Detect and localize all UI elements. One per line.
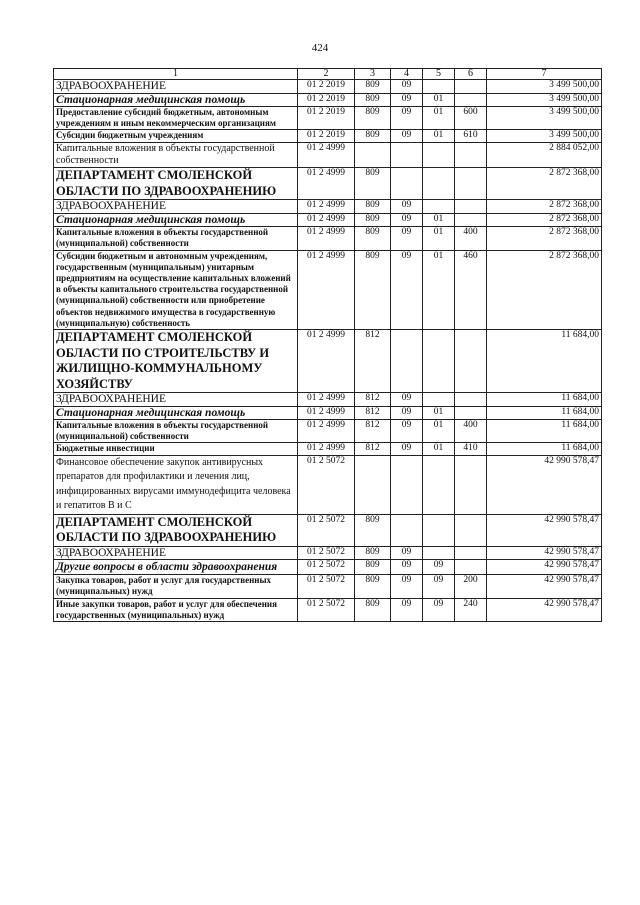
section-code-cell [391, 168, 423, 200]
table-row [54, 250, 602, 329]
ministry-code-cell: 809 [355, 107, 391, 130]
item-name-cell: Стационарная медицинская помощь [54, 406, 298, 420]
section-code-cell: 09 [391, 560, 423, 575]
table-row [54, 130, 602, 142]
table-row [54, 598, 602, 621]
expense-type-code-cell [455, 168, 487, 200]
section-code-cell: 09 [391, 80, 423, 94]
section-code-cell [391, 142, 423, 168]
item-name-cell: Финансовое обеспечение закупок антивирусных препаратов для профилактики и лечения лиц, инфицированных вирусами иммунодефицита человека и гепатитов В и С [54, 455, 298, 514]
subsection-code-cell: 01 [423, 406, 455, 420]
section-code-cell: 09 [391, 107, 423, 130]
target-article-code-cell: 01 2 4999 [298, 443, 355, 455]
header-cell-1: 1 [54, 69, 298, 80]
item-name-cell: Стационарная медицинская помощь [54, 93, 298, 107]
section-code-cell [391, 330, 423, 393]
section-code-cell: 09 [391, 227, 423, 250]
ministry-code-cell: 812 [355, 406, 391, 420]
subsection-code-cell: 09 [423, 560, 455, 575]
table-row [54, 330, 602, 393]
amount-cell: 2 884 052,00 [487, 142, 602, 168]
item-name-cell: Стационарная медицинская помощь [54, 213, 298, 227]
ministry-code-cell: 809 [355, 575, 391, 598]
ministry-code-cell: 809 [355, 130, 391, 142]
ministry-code-cell: 809 [355, 514, 391, 546]
expense-type-code-cell: 400 [455, 420, 487, 443]
item-name-cell: Закупка товаров, работ и услуг для государственных (муниципальных) нужд [54, 575, 298, 598]
item-name-cell: Субсидии бюджетным и автономным учреждениям, государственным (муниципальным) унитарным предприятиям на осуществление капитальных вложений в объекты капитального строительства государственной (муниципальной) собственности или приобретение объектов недвижимого имущества в государственную (муниципальную) собственность [54, 250, 298, 329]
expense-type-code-cell [455, 330, 487, 393]
table-row [54, 142, 602, 168]
amount-cell: 2 872 368,00 [487, 213, 602, 227]
ministry-code-cell: 809 [355, 80, 391, 94]
item-name-cell: ЗДРАВООХРАНЕНИЕ [54, 546, 298, 560]
expense-type-code-cell [455, 393, 487, 407]
header-cell-7: 7 [487, 69, 602, 80]
header-cell-2: 2 [298, 69, 355, 80]
section-code-cell: 09 [391, 393, 423, 407]
ministry-code-cell: 809 [355, 213, 391, 227]
target-article-code-cell: 01 2 2019 [298, 107, 355, 130]
section-code-cell [391, 455, 423, 514]
item-name-cell: ДЕПАРТАМЕНТ СМОЛЕНСКОЙ ОБЛАСТИ ПО СТРОИТЕЛЬСТВУ И ЖИЛИЩНО-КОММУНАЛЬНОМУ ХОЗЯЙСТВУ [54, 330, 298, 393]
ministry-code-cell: 809 [355, 250, 391, 329]
table-row [54, 514, 602, 546]
table-row [54, 560, 602, 575]
amount-cell: 11 684,00 [487, 330, 602, 393]
subsection-code-cell [423, 80, 455, 94]
table-row [54, 455, 602, 514]
ministry-code-cell [355, 142, 391, 168]
expense-type-code-cell [455, 142, 487, 168]
ministry-code-cell: 809 [355, 598, 391, 621]
amount-cell: 42 990 578,47 [487, 546, 602, 560]
section-code-cell: 09 [391, 420, 423, 443]
table-row [54, 575, 602, 598]
expense-type-code-cell [455, 80, 487, 94]
amount-cell: 3 499 500,00 [487, 130, 602, 142]
target-article-code-cell: 01 2 4999 [298, 250, 355, 329]
item-name-cell: ЗДРАВООХРАНЕНИЕ [54, 393, 298, 407]
ministry-code-cell: 812 [355, 443, 391, 455]
subsection-code-cell: 01 [423, 227, 455, 250]
expense-type-code-cell: 600 [455, 107, 487, 130]
item-name-cell: ЗДРАВООХРАНЕНИЕ [54, 200, 298, 214]
target-article-code-cell: 01 2 5072 [298, 575, 355, 598]
target-article-code-cell: 01 2 2019 [298, 80, 355, 94]
section-code-cell: 09 [391, 575, 423, 598]
expense-type-code-cell [455, 560, 487, 575]
expense-type-code-cell: 610 [455, 130, 487, 142]
expense-type-code-cell [455, 93, 487, 107]
table-row [54, 200, 602, 214]
subsection-code-cell: 01 [423, 130, 455, 142]
subsection-code-cell: 01 [423, 250, 455, 329]
expense-type-code-cell [455, 406, 487, 420]
amount-cell: 42 990 578,47 [487, 598, 602, 621]
expense-type-code-cell [455, 213, 487, 227]
amount-cell: 42 990 578,47 [487, 560, 602, 575]
header-cell-5: 5 [423, 69, 455, 80]
table-row [54, 107, 602, 130]
expense-type-code-cell [455, 546, 487, 560]
subsection-code-cell [423, 142, 455, 168]
subsection-code-cell [423, 546, 455, 560]
item-name-cell: Субсидии бюджетным учреждениям [54, 130, 298, 142]
target-article-code-cell: 01 2 4999 [298, 420, 355, 443]
table-row [54, 227, 602, 250]
subsection-code-cell [423, 168, 455, 200]
subsection-code-cell [423, 514, 455, 546]
target-article-code-cell: 01 2 4999 [298, 227, 355, 250]
amount-cell: 2 872 368,00 [487, 250, 602, 329]
ministry-code-cell: 809 [355, 560, 391, 575]
item-name-cell: Другие вопросы в области здравоохранения [54, 560, 298, 575]
subsection-code-cell: 01 [423, 213, 455, 227]
target-article-code-cell: 01 2 2019 [298, 93, 355, 107]
table-row [54, 93, 602, 107]
subsection-code-cell: 09 [423, 598, 455, 621]
target-article-code-cell: 01 2 2019 [298, 130, 355, 142]
subsection-code-cell: 09 [423, 575, 455, 598]
ministry-code-cell: 809 [355, 546, 391, 560]
expense-type-code-cell: 410 [455, 443, 487, 455]
expense-type-code-cell: 400 [455, 227, 487, 250]
target-article-code-cell: 01 2 5072 [298, 598, 355, 621]
table-row [54, 80, 602, 94]
target-article-code-cell: 01 2 4999 [298, 142, 355, 168]
amount-cell: 2 872 368,00 [487, 200, 602, 214]
target-article-code-cell: 01 2 5072 [298, 455, 355, 514]
header-cell-4: 4 [391, 69, 423, 80]
header-cell-3: 3 [355, 69, 391, 80]
expense-type-code-cell: 200 [455, 575, 487, 598]
expense-type-code-cell [455, 514, 487, 546]
table-row [54, 546, 602, 560]
amount-cell: 3 499 500,00 [487, 80, 602, 94]
page-number: 424 [311, 42, 329, 54]
ministry-code-cell: 809 [355, 200, 391, 214]
item-name-cell: Капитальные вложения в объекты государственной (муниципальной) собственности [54, 227, 298, 250]
section-code-cell: 09 [391, 93, 423, 107]
section-code-cell: 09 [391, 406, 423, 420]
expense-type-code-cell [455, 455, 487, 514]
target-article-code-cell: 01 2 5072 [298, 546, 355, 560]
ministry-code-cell: 812 [355, 330, 391, 393]
ministry-code-cell: 809 [355, 168, 391, 200]
item-name-cell: Иные закупки товаров, работ и услуг для обеспечения государственных (муниципальных) нужд [54, 598, 298, 621]
section-code-cell: 09 [391, 200, 423, 214]
amount-cell: 11 684,00 [487, 443, 602, 455]
section-code-cell [391, 514, 423, 546]
subsection-code-cell [423, 200, 455, 214]
ministry-code-cell: 809 [355, 227, 391, 250]
subsection-code-cell [423, 330, 455, 393]
target-article-code-cell: 01 2 4999 [298, 200, 355, 214]
table-row [54, 213, 602, 227]
subsection-code-cell: 01 [423, 420, 455, 443]
amount-cell: 42 990 578,47 [487, 575, 602, 598]
amount-cell: 11 684,00 [487, 393, 602, 407]
table-row [54, 168, 602, 200]
expense-type-code-cell [455, 200, 487, 214]
header-row [54, 69, 602, 80]
amount-cell: 2 872 368,00 [487, 227, 602, 250]
ministry-code-cell: 812 [355, 420, 391, 443]
section-code-cell: 09 [391, 598, 423, 621]
item-name-cell: Капитальные вложения в объекты государственной собственности [54, 142, 298, 168]
budget-table [53, 68, 602, 622]
table-body [54, 80, 602, 622]
table-row [54, 420, 602, 443]
item-name-cell: Капитальные вложения в объекты государственной (муниципальной) собственности [54, 420, 298, 443]
amount-cell: 42 990 578,47 [487, 455, 602, 514]
target-article-code-cell: 01 2 4999 [298, 213, 355, 227]
target-article-code-cell: 01 2 5072 [298, 514, 355, 546]
ministry-code-cell: 809 [355, 93, 391, 107]
expense-type-code-cell: 240 [455, 598, 487, 621]
amount-cell: 42 990 578,47 [487, 514, 602, 546]
section-code-cell: 09 [391, 213, 423, 227]
amount-cell: 11 684,00 [487, 420, 602, 443]
target-article-code-cell: 01 2 4999 [298, 393, 355, 407]
section-code-cell: 09 [391, 130, 423, 142]
item-name-cell: ДЕПАРТАМЕНТ СМОЛЕНСКОЙ ОБЛАСТИ ПО ЗДРАВООХРАНЕНИЮ [54, 514, 298, 546]
section-code-cell: 09 [391, 546, 423, 560]
target-article-code-cell: 01 2 4999 [298, 168, 355, 200]
subsection-code-cell: 01 [423, 107, 455, 130]
amount-cell: 2 872 368,00 [487, 168, 602, 200]
section-code-cell: 09 [391, 443, 423, 455]
expense-type-code-cell: 460 [455, 250, 487, 329]
item-name-cell: Бюджетные инвестиции [54, 443, 298, 455]
ministry-code-cell [355, 455, 391, 514]
header-cell-6: 6 [455, 69, 487, 80]
table-row [54, 443, 602, 455]
target-article-code-cell: 01 2 4999 [298, 330, 355, 393]
item-name-cell: ЗДРАВООХРАНЕНИЕ [54, 80, 298, 94]
table-row [54, 393, 602, 407]
target-article-code-cell: 01 2 5072 [298, 560, 355, 575]
subsection-code-cell: 01 [423, 443, 455, 455]
section-code-cell: 09 [391, 250, 423, 329]
subsection-code-cell: 01 [423, 93, 455, 107]
amount-cell: 3 499 500,00 [487, 93, 602, 107]
subsection-code-cell [423, 393, 455, 407]
amount-cell: 3 499 500,00 [487, 107, 602, 130]
table-row [54, 406, 602, 420]
ministry-code-cell: 812 [355, 393, 391, 407]
target-article-code-cell: 01 2 4999 [298, 406, 355, 420]
subsection-code-cell [423, 455, 455, 514]
item-name-cell: ДЕПАРТАМЕНТ СМОЛЕНСКОЙ ОБЛАСТИ ПО ЗДРАВООХРАНЕНИЮ [54, 168, 298, 200]
item-name-cell: Предоставление субсидий бюджетным, автономным учреждениям и иным некоммерческим организациям [54, 107, 298, 130]
amount-cell: 11 684,00 [487, 406, 602, 420]
